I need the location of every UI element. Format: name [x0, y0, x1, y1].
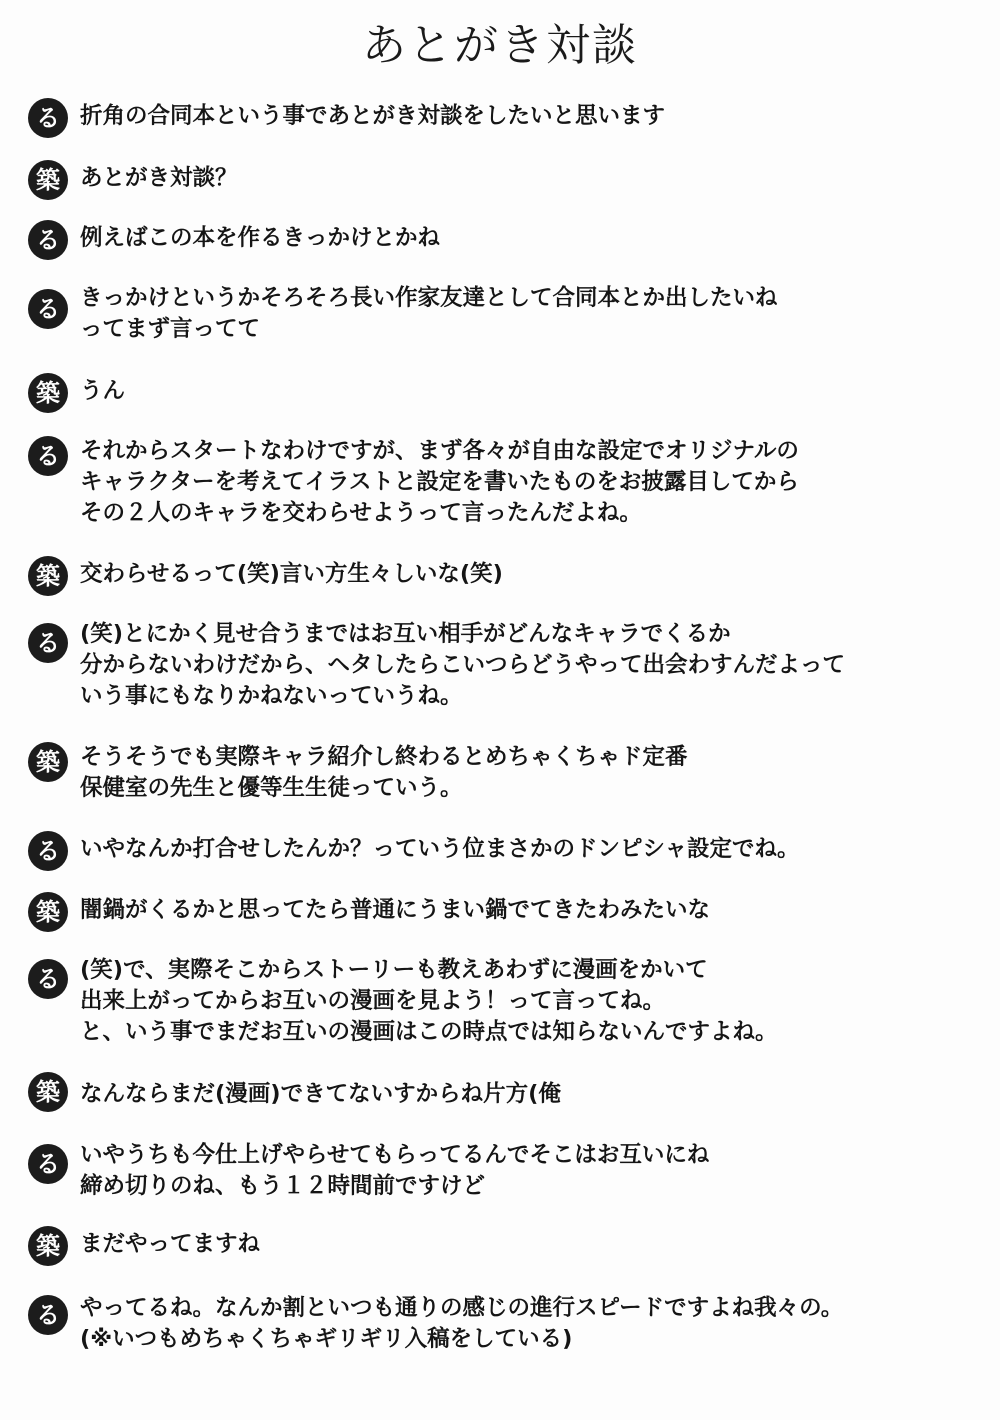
dialogue-text: それからスタートなわけですが、まず各々が自由な設定でオリジナルの キャラクターを考えてイラストと設定を書いたものをお披露目してから その２人のキャラを交わらせようって言ったんだよね。: [80, 438, 799, 526]
speaker-badge: 築: [28, 1072, 68, 1112]
speaker-badge: 築: [28, 160, 68, 200]
speaker-badge: る: [28, 98, 68, 138]
speaker-badge: 築: [28, 1226, 68, 1266]
dialogue-text: やってるね。なんか割といつも通りの感じの進行スピードですよね我々の。 (※いつもめちゃくちゃギリギリ入稿をしている): [80, 1295, 844, 1352]
speaker-badge: る: [28, 1144, 68, 1184]
dialogue-text: あとがき対談？: [80, 165, 238, 191]
speaker-badge: る: [28, 220, 68, 260]
dialogue-text: そうそうでも実際キャラ紹介し終わるとめちゃくちゃド定番 保健室の先生と優等生生徒っていう。: [80, 744, 688, 801]
speaker-badge: る: [28, 959, 68, 999]
dialogue-text: (笑)で、実際そこからストーリーも教えあわずに漫画をかいて 出来上がってからお互いの漫画を見よう！って言ってね。 と、いう事でまだお互いの漫画はこの時点では知らないんですよね。: [80, 957, 778, 1045]
dialogue-text: いやなんか打合せしたんか？っていう位まさかのドンピシャ設定でね。: [80, 836, 800, 862]
dialogue-text: 交わらせるって(笑)言い方生々しいな(笑): [80, 561, 503, 587]
speaker-badge: 築: [28, 556, 68, 596]
dialogue-text: 折角の合同本という事であとがき対談をしたいと思います: [80, 103, 666, 129]
page-title: あとがき対談: [362, 20, 638, 71]
speaker-badge: る: [28, 623, 68, 663]
speaker-badge: 築: [28, 373, 68, 413]
dialogue-text: 闇鍋がくるかと思ってたら普通にうまい鍋でてきたわみたいな: [80, 897, 711, 923]
speaker-badge: る: [28, 1295, 68, 1335]
dialogue-text: きっかけというかそろそろ長い作家友達として合同本とか出したいね ってまず言ってて: [80, 285, 778, 342]
dialogue-text: まだやってますね: [80, 1231, 261, 1257]
dialogue-text: いやうちも今仕上げやらせてもらってるんでそこはお互いにね 締め切りのね、もう１２時間前ですけど: [80, 1142, 710, 1199]
speaker-badge: る: [28, 289, 68, 329]
speaker-badge: る: [28, 831, 68, 871]
dialogue-text: なんならまだ(漫画)できてないすからね片方(俺: [80, 1081, 561, 1107]
dialogue-text: うん: [80, 378, 126, 404]
speaker-badge: 築: [28, 892, 68, 932]
speaker-badge: 築: [28, 742, 68, 782]
dialogue-text: (笑)とにかく見せ合うまではお互い相手がどんなキャラでくるか 分からないわけだから、ヘタしたらこいつらどうやって出会わすんだよって いう事にもなりかねないっていうね。: [80, 621, 846, 709]
speaker-badge: る: [28, 436, 68, 476]
dialogue-text: 例えばこの本を作るきっかけとかね: [80, 225, 441, 251]
